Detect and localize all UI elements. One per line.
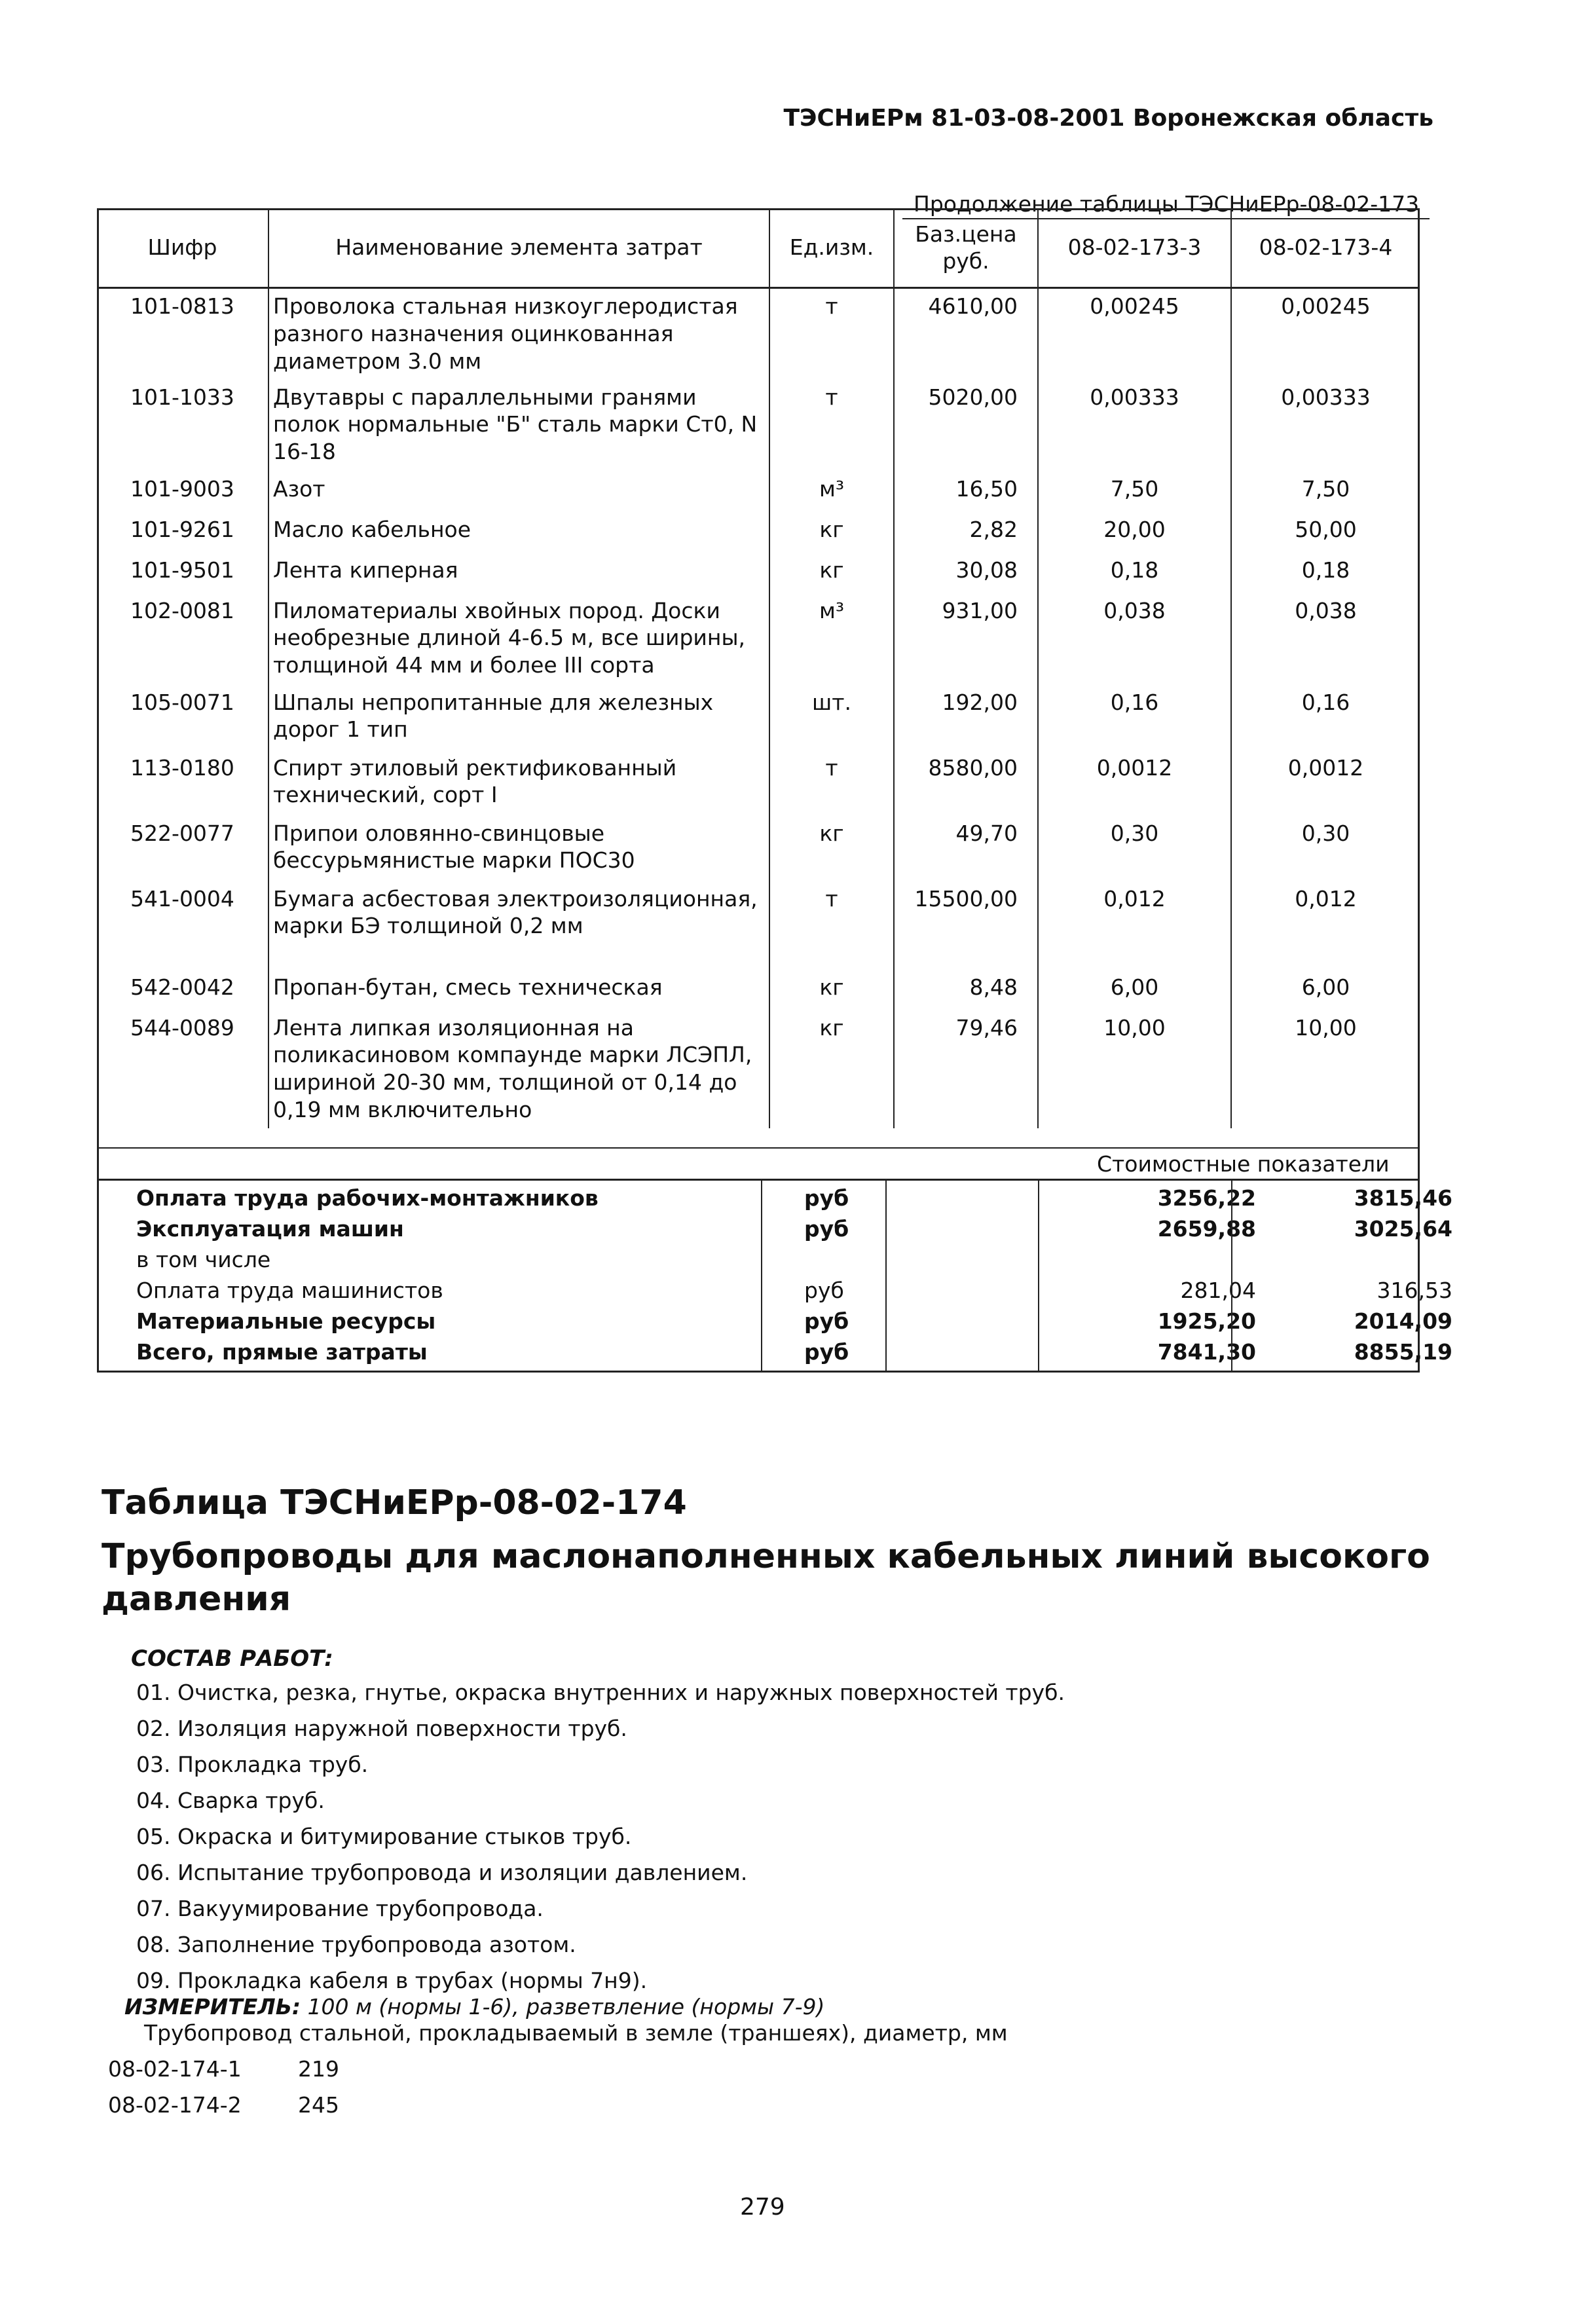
column-header: Наименование элемента затрат xyxy=(268,208,769,288)
column-header: Шифр xyxy=(97,208,268,288)
cell-unit: т xyxy=(769,380,894,471)
table-row xyxy=(97,1010,1420,1128)
cell-value-173-4: 0,00245 xyxy=(1231,288,1420,380)
cost-value-173-3: 7841,30 xyxy=(1157,1339,1256,1365)
section-subtitle: Трубопроводы для маслонаполненных кабельных линий высокого давления xyxy=(102,1537,1430,1619)
table-row xyxy=(97,685,1420,750)
column-header: Ед.изм. xyxy=(769,208,894,288)
meter-line xyxy=(124,1994,824,2020)
cell-value-173-3: 20,00 xyxy=(1038,512,1231,553)
cell-code: 541-0004 xyxy=(130,885,234,912)
cost-divider xyxy=(761,1180,762,1371)
cell-name: Лента киперная xyxy=(268,553,769,593)
cell-value-173-3: 0,18 xyxy=(1038,553,1231,593)
cell-code: 522-0077 xyxy=(130,820,234,846)
cost-unit: руб xyxy=(804,1185,849,1211)
works-list xyxy=(136,1680,1065,2004)
cost-value-173-3: 1925,20 xyxy=(1157,1308,1256,1334)
cell-name: Масло кабельное xyxy=(268,512,769,553)
cell-price: 4610,00 xyxy=(894,288,1038,380)
pipe-description: Трубопровод стальной, прокладываемый в земле (траншеях), диаметр, мм xyxy=(144,2020,1008,2046)
meter-text: 100 м (нормы 1-6), разветвление (нормы 7-9) xyxy=(307,1994,825,2020)
column-header: Баз.цена руб. xyxy=(894,208,1038,288)
cell-code: 102-0081 xyxy=(130,597,234,623)
cost-unit: руб xyxy=(804,1278,844,1303)
cost-indicators-label: Стоимостные показатели xyxy=(1097,1151,1390,1177)
cost-value-173-4: 2014,09 xyxy=(1354,1308,1452,1334)
cost-row xyxy=(97,1216,1452,1247)
norm-code-row xyxy=(108,2092,339,2128)
norm-code: 08-02-174-2 xyxy=(108,2092,242,2118)
cell-name: Припои оловянно-свинцовые бессурьмянистые марки ПОС30 xyxy=(268,816,769,881)
cell-value-173-4: 10,00 xyxy=(1231,1010,1420,1128)
cell-unit: т xyxy=(769,881,894,970)
cell-unit: т xyxy=(769,288,894,380)
cell-name: Азот xyxy=(268,471,769,512)
cell-value-173-3: 0,012 xyxy=(1038,881,1231,970)
norm-code-row xyxy=(108,2056,339,2092)
work-item: 05. Окраска и битумирование стыков труб. xyxy=(136,1824,632,1849)
cell-value-173-4: 0,30 xyxy=(1231,816,1420,881)
cell-price: 8,48 xyxy=(894,970,1038,1010)
cost-value-173-4: 316,53 xyxy=(1377,1278,1452,1303)
cost-name: Оплата труда рабочих-монтажников xyxy=(136,1185,599,1211)
cost-row xyxy=(97,1339,1452,1370)
cell-unit: м³ xyxy=(769,593,894,685)
cost-value-173-3: 2659,88 xyxy=(1157,1216,1256,1242)
norm-codes xyxy=(108,2056,339,2128)
work-item: 07. Вакуумирование трубопровода. xyxy=(136,1896,544,1921)
cell-price: 8580,00 xyxy=(894,750,1038,816)
cell-value-173-4: 7,50 xyxy=(1231,471,1420,512)
cost-row xyxy=(97,1185,1452,1216)
table-row xyxy=(97,816,1420,881)
cell-name: Шпалы непропитанные для железных дорог 1 тип xyxy=(268,685,769,750)
resources-table xyxy=(97,208,1420,1128)
norm-diameter: 245 xyxy=(298,2092,339,2118)
works-heading: СОСТАВ РАБОТ: xyxy=(131,1646,333,1672)
cell-unit: кг xyxy=(769,553,894,593)
cell-unit: шт. xyxy=(769,685,894,750)
cell-value-173-4: 0,16 xyxy=(1231,685,1420,750)
cell-code: 101-9003 xyxy=(130,475,234,502)
work-item: 08. Заполнение трубопровода азотом. xyxy=(136,1932,576,1957)
cell-name: Пиломатериалы хвойных пород. Доски необрезные длиной 4-6.5 м, все ширины, толщиной 44 мм и более III сорта xyxy=(268,593,769,685)
cost-value-173-4: 8855,19 xyxy=(1354,1339,1452,1365)
table-row xyxy=(97,881,1420,970)
cost-divider xyxy=(1231,1180,1232,1371)
cell-price: 49,70 xyxy=(894,816,1038,881)
cell-value-173-4: 0,012 xyxy=(1231,881,1420,970)
norm-diameter: 219 xyxy=(298,2056,339,2082)
table-row xyxy=(97,380,1420,471)
cell-name: Пропан-бутан, смесь техническая xyxy=(268,970,769,1010)
table-row xyxy=(97,512,1420,553)
section-title: Таблица ТЭСНиЕРр-08-02-174 xyxy=(102,1483,687,1522)
table-row xyxy=(97,750,1420,816)
table-row xyxy=(97,970,1420,1010)
cell-price: 79,46 xyxy=(894,1010,1038,1128)
cell-value-173-4: 0,18 xyxy=(1231,553,1420,593)
cost-value-173-4: 3815,46 xyxy=(1354,1185,1452,1211)
work-item: 02. Изоляция наружной поверхности труб. xyxy=(136,1716,627,1741)
work-item: 01. Очистка, резка, гнутье, окраска внутренних и наружных поверхностей труб. xyxy=(136,1680,1065,1705)
cell-name: Спирт этиловый ректификованный технический, сорт I xyxy=(268,750,769,816)
cell-code: 544-0089 xyxy=(130,1014,234,1041)
table-bottom-line xyxy=(97,1371,1420,1373)
cell-value-173-4: 50,00 xyxy=(1231,512,1420,553)
cell-price: 5020,00 xyxy=(894,380,1038,471)
column-header: 08-02-173-4 xyxy=(1231,208,1420,288)
cost-unit: руб xyxy=(804,1216,849,1242)
meter-label: ИЗМЕРИТЕЛЬ: xyxy=(124,1994,301,2020)
cost-unit: руб xyxy=(804,1308,849,1334)
table-row xyxy=(97,288,1420,380)
cost-row xyxy=(97,1278,1452,1308)
cell-price: 15500,00 xyxy=(894,881,1038,970)
page-header: ТЭСНиЕРм 81-03-08-2001 Воронежская область xyxy=(783,105,1433,132)
cell-code: 113-0180 xyxy=(130,754,234,781)
cell-code: 542-0042 xyxy=(130,974,234,1000)
cost-name: Всего, прямые затраты xyxy=(136,1339,428,1365)
work-item: 06. Испытание трубопровода и изоляции давлением. xyxy=(136,1860,748,1885)
cell-value-173-3: 0,00245 xyxy=(1038,288,1231,380)
cell-code: 101-9501 xyxy=(130,557,234,583)
cell-name: Лента липкая изоляционная на поликасиновом компаунде марки ЛСЭПЛ, шириной 20-30 мм, толщиной от 0,14 до 0,19 мм включительно xyxy=(268,1010,769,1128)
work-item: 03. Прокладка труб. xyxy=(136,1752,369,1777)
table-continuation-label: Продолжение таблицы ТЭСНиЕРр-08-02-173 xyxy=(914,191,1420,217)
cell-value-173-3: 6,00 xyxy=(1038,970,1231,1010)
cell-price: 30,08 xyxy=(894,553,1038,593)
cell-value-173-4: 0,0012 xyxy=(1231,750,1420,816)
cell-code: 101-0813 xyxy=(130,293,234,319)
cost-value-173-4: 3025,64 xyxy=(1354,1216,1452,1242)
cost-value-173-3: 281,04 xyxy=(1180,1278,1256,1303)
cell-value-173-3: 7,50 xyxy=(1038,471,1231,512)
cell-name: Проволока стальная низкоуглеродистая разного назначения оцинкованная диаметром 3.0 мм xyxy=(268,288,769,380)
cell-code: 101-9261 xyxy=(130,516,234,542)
cell-name: Бумага асбестовая электроизоляционная, марки БЭ толщиной 0,2 мм xyxy=(268,881,769,970)
cell-unit: т xyxy=(769,750,894,816)
cell-value-173-3: 0,16 xyxy=(1038,685,1231,750)
table-row xyxy=(97,471,1420,512)
cell-unit: м³ xyxy=(769,471,894,512)
cell-value-173-4: 0,038 xyxy=(1231,593,1420,685)
cell-value-173-3: 0,038 xyxy=(1038,593,1231,685)
cell-unit: кг xyxy=(769,1010,894,1128)
cell-unit: кг xyxy=(769,512,894,553)
cell-value-173-3: 0,0012 xyxy=(1038,750,1231,816)
cell-price: 931,00 xyxy=(894,593,1038,685)
table-row xyxy=(97,553,1420,593)
cell-value-173-4: 0,00333 xyxy=(1231,380,1420,471)
column-header: 08-02-173-3 xyxy=(1038,208,1231,288)
page-number: 279 xyxy=(740,2194,785,2221)
cell-code: 101-1033 xyxy=(130,384,234,410)
cost-row xyxy=(97,1308,1452,1339)
cost-divider xyxy=(885,1180,887,1371)
norm-code: 08-02-174-1 xyxy=(108,2056,242,2082)
cell-value-173-3: 0,30 xyxy=(1038,816,1231,881)
cell-name: Двутавры с параллельными гранями полок нормальные "Б" сталь марки Ст0, N 16-18 xyxy=(268,380,769,471)
cell-price: 192,00 xyxy=(894,685,1038,750)
cost-divider xyxy=(1038,1180,1039,1371)
cost-value-173-3: 3256,22 xyxy=(1157,1185,1256,1211)
cell-price: 16,50 xyxy=(894,471,1038,512)
cell-code: 105-0071 xyxy=(130,689,234,715)
cost-name: Материальные ресурсы xyxy=(136,1308,436,1334)
cell-unit: кг xyxy=(769,970,894,1010)
cost-separator xyxy=(97,1147,1420,1149)
cost-line xyxy=(97,1179,1420,1181)
table-header-row xyxy=(97,208,1420,288)
cost-name: в том числе xyxy=(136,1247,271,1272)
work-item: 09. Прокладка кабеля в трубах (нормы 7н9). xyxy=(136,1968,648,1993)
cell-price: 2,82 xyxy=(894,512,1038,553)
cost-row xyxy=(97,1247,1420,1278)
cell-unit: кг xyxy=(769,816,894,881)
cost-rows xyxy=(97,1185,1452,1370)
cell-value-173-3: 10,00 xyxy=(1038,1010,1231,1128)
cost-name: Эксплуатация машин xyxy=(136,1216,404,1242)
cost-unit: руб xyxy=(804,1339,849,1365)
cell-value-173-4: 6,00 xyxy=(1231,970,1420,1010)
cell-value-173-3: 0,00333 xyxy=(1038,380,1231,471)
work-item: 04. Сварка труб. xyxy=(136,1788,325,1813)
cost-name: Оплата труда машинистов xyxy=(136,1278,443,1303)
table-row xyxy=(97,593,1420,685)
